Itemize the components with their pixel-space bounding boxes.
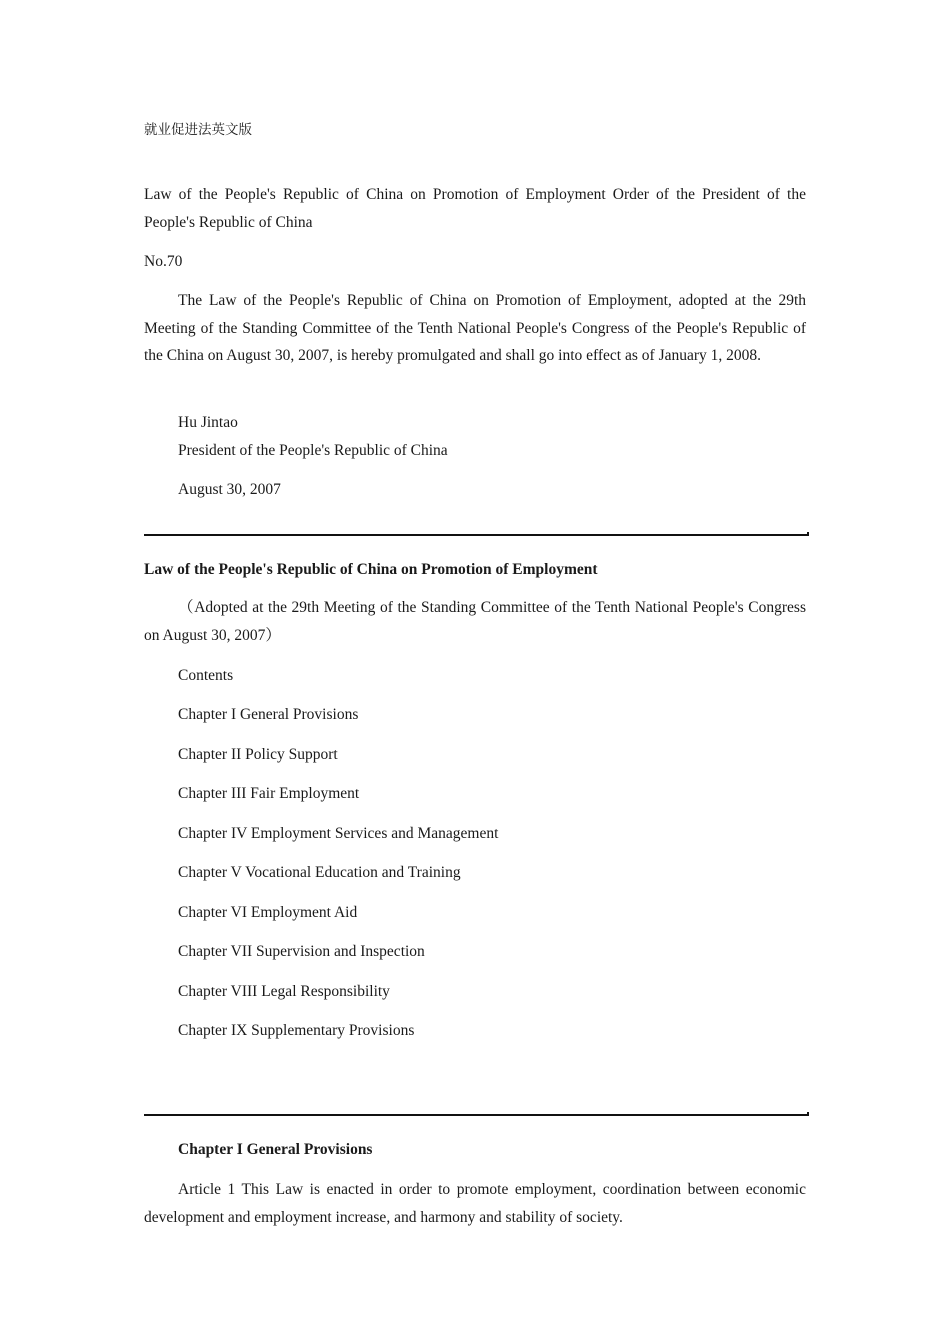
chapter-1-heading: Chapter I General Provisions xyxy=(178,1141,373,1158)
contents-chapter-2: Chapter II Policy Support xyxy=(178,746,338,763)
contents-chapter-1: Chapter I General Provisions xyxy=(178,706,359,723)
contents-chapter-5: Chapter V Vocational Education and Training xyxy=(178,864,461,881)
contents-chapter-9: Chapter IX Supplementary Provisions xyxy=(178,1022,415,1039)
order-number: No.70 xyxy=(144,253,183,270)
contents-chapter-3: Chapter III Fair Employment xyxy=(178,785,360,802)
document-header-chinese: 就业促进法英文版 xyxy=(144,122,252,138)
law-title: Law of the People's Republic of China on Promotion of Employment xyxy=(144,561,598,578)
article-1: Article 1 This Law is enacted in order to promote employment, coordination between economic development and employment increase, and harmony and stability of society. xyxy=(144,1181,806,1226)
contents-chapter-6: Chapter VI Employment Aid xyxy=(178,904,358,921)
contents-chapter-4: Chapter IV Employment Services and Management xyxy=(178,825,499,842)
signer-name: Hu Jintao xyxy=(178,414,238,431)
contents-label: Contents xyxy=(178,667,234,684)
signer-title: President of the People's Republic of China xyxy=(178,442,448,459)
order-date: August 30, 2007 xyxy=(178,481,281,498)
law-adoption-note: （Adopted at the 29th Meeting of the Standing Committee of the Tenth National People's Congress on August 30, 2007） xyxy=(144,599,806,644)
section-divider xyxy=(144,1114,808,1116)
contents-chapter-8: Chapter VIII Legal Responsibility xyxy=(178,983,390,1000)
order-body: The Law of the People's Republic of China on Promotion of Employment, adopted at the 29th Meeting of the Standing Committee of the Tenth National People's Congress of the People's Republic of the China on August 30, 2007, is hereby promulgated and shall go into effect as of January 1, 2008. xyxy=(144,292,806,364)
contents-chapter-7: Chapter VII Supervision and Inspection xyxy=(178,943,425,960)
order-title: Law of the People's Republic of China on Promotion of Employment Order of the President of the People's Republic of China xyxy=(144,186,806,231)
section-divider xyxy=(144,534,808,536)
